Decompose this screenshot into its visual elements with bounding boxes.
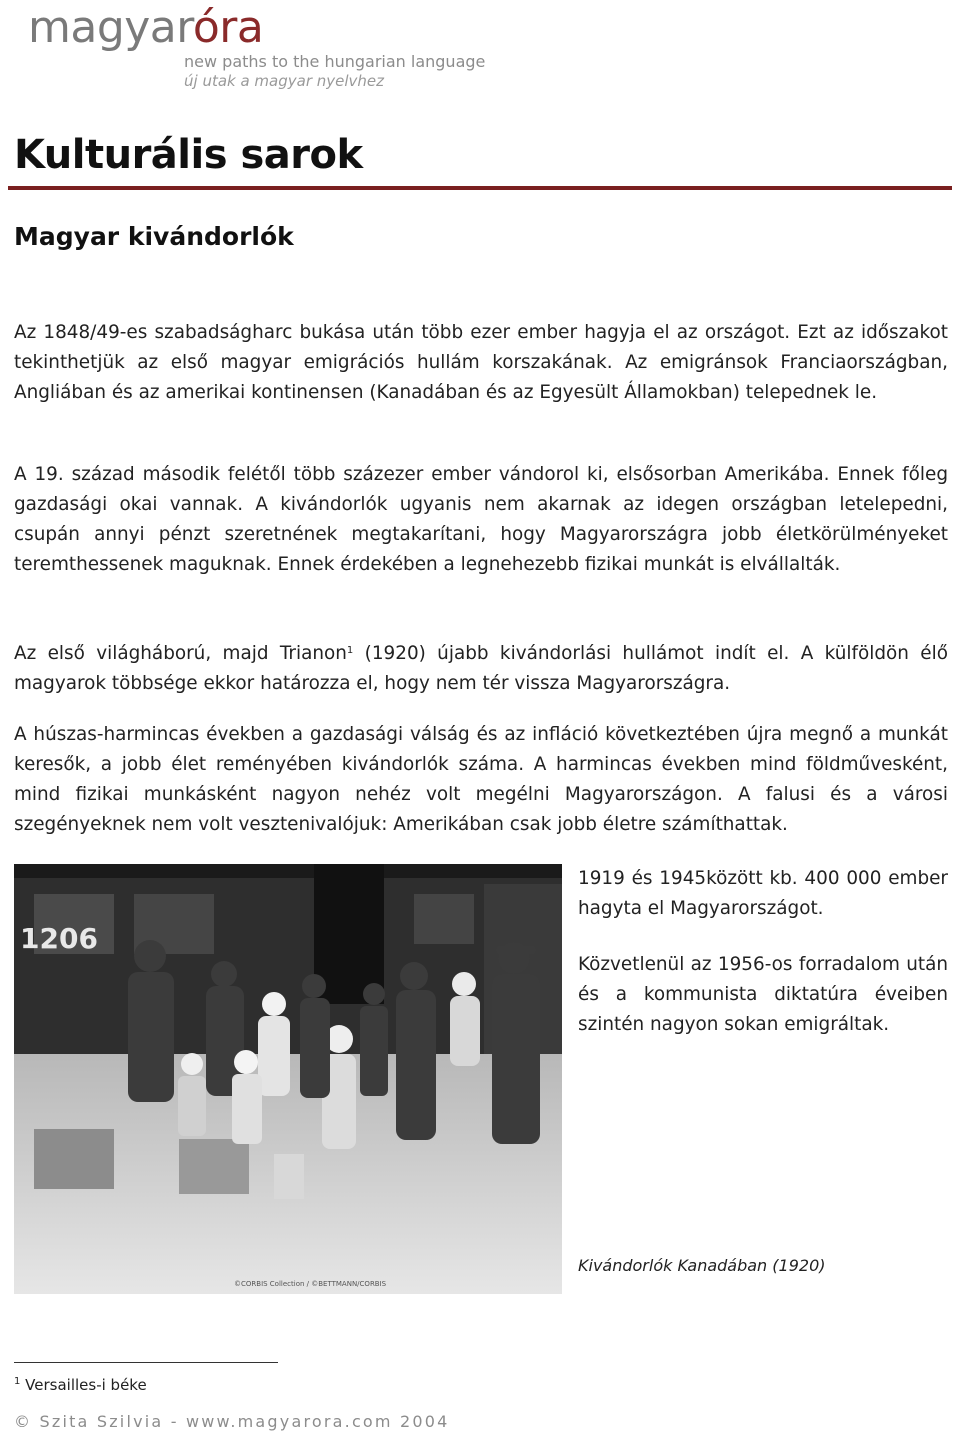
emigrants-photo [14,864,562,1294]
footnote-number: 1 [14,1376,21,1387]
footnote-divider [14,1362,278,1363]
logo-tagline-hungarian: új utak a magyar nyelvhez [184,72,385,90]
site-logo [28,2,548,90]
paragraph-2: A 19. század második felétől több százezer ember vándorol ki, elsősorban Amerikába. Ennek főleg gazdasági okai vannak. A kivándorlók ugyanis nem akarnak az idegen országban letelepedni, csupán annyi pénzt szeretnének megtakarítani, hogy Magyarországra jobb életkörülményeket teremthessenek maguknak. Ennek érdekében a legnehezebb fizikai munkát is elvállalták. [14,464,948,575]
paragraph-4: A húszas-harmincas években a gazdasági válság és az infláció következtében újra megnő a munkát keresők, a jobb élet reményében kivándorlók száma. A harmincas években mind földművesként, mind fizikai munkásként nagyon nehéz volt megélni Magyarországon. A falusi és a városi szegényeknek nem volt vesztenivalójuk: Amerikában csak jobb életre számíthattak. [14,724,948,835]
page-title: Kulturális sarok [14,132,363,178]
footer-copyright: © Szita Szilvia - www.magyarora.com 2004 [14,1412,450,1431]
side-paragraph-1: 1919 és 1945között kb. 400 000 ember hagyta el Magyarországot. [578,868,948,919]
logo-accent: óra [192,2,264,53]
footnote-text: Versailles-i béke [25,1376,147,1394]
section-heading: Magyar kivándorlók [14,222,294,251]
paragraph-1: Az 1848/49-es szabadságharc bukása után több ezer ember hagyja el az országot. Ezt az időszakot tekinthetjük az első magyar emigrációs hullám korszakának. Az emigránsok Franciaországban, Angliában és az amerikai kontinensen (Kanadában és az Egyesült Államokban) telepednek le. [14,322,948,403]
title-divider [8,186,952,190]
train-car-number: 1206 [20,922,98,955]
photo-credit: ©CORBIS Collection / ©BETTMANN/CORBIS [234,1280,387,1288]
footnote-reference[interactable]: 1 [346,645,354,656]
logo-wordmark: magyaróra [28,2,264,53]
footnote [14,1376,147,1394]
paragraph-3-text-end: (1920) újabb kivándorlási hullámot indít el. A külföldön élő magyarok többsége ekkor határozza el, hogy nem tér vissza Magyarországra. [14,643,948,694]
paragraph-3-text-start: Az első világháború, majd Trianon [14,643,347,664]
side-paragraph-2: Közvetlenül az 1956-os forradalom után és a kommunista diktatúra éveiben szintén nagyon sokan emigráltak. [578,954,948,1035]
photo-caption: Kivándorlók Kanadában (1920) [578,1256,826,1275]
paragraph-3 [14,636,948,699]
logo-tagline-english: new paths to the hungarian language [184,52,486,71]
